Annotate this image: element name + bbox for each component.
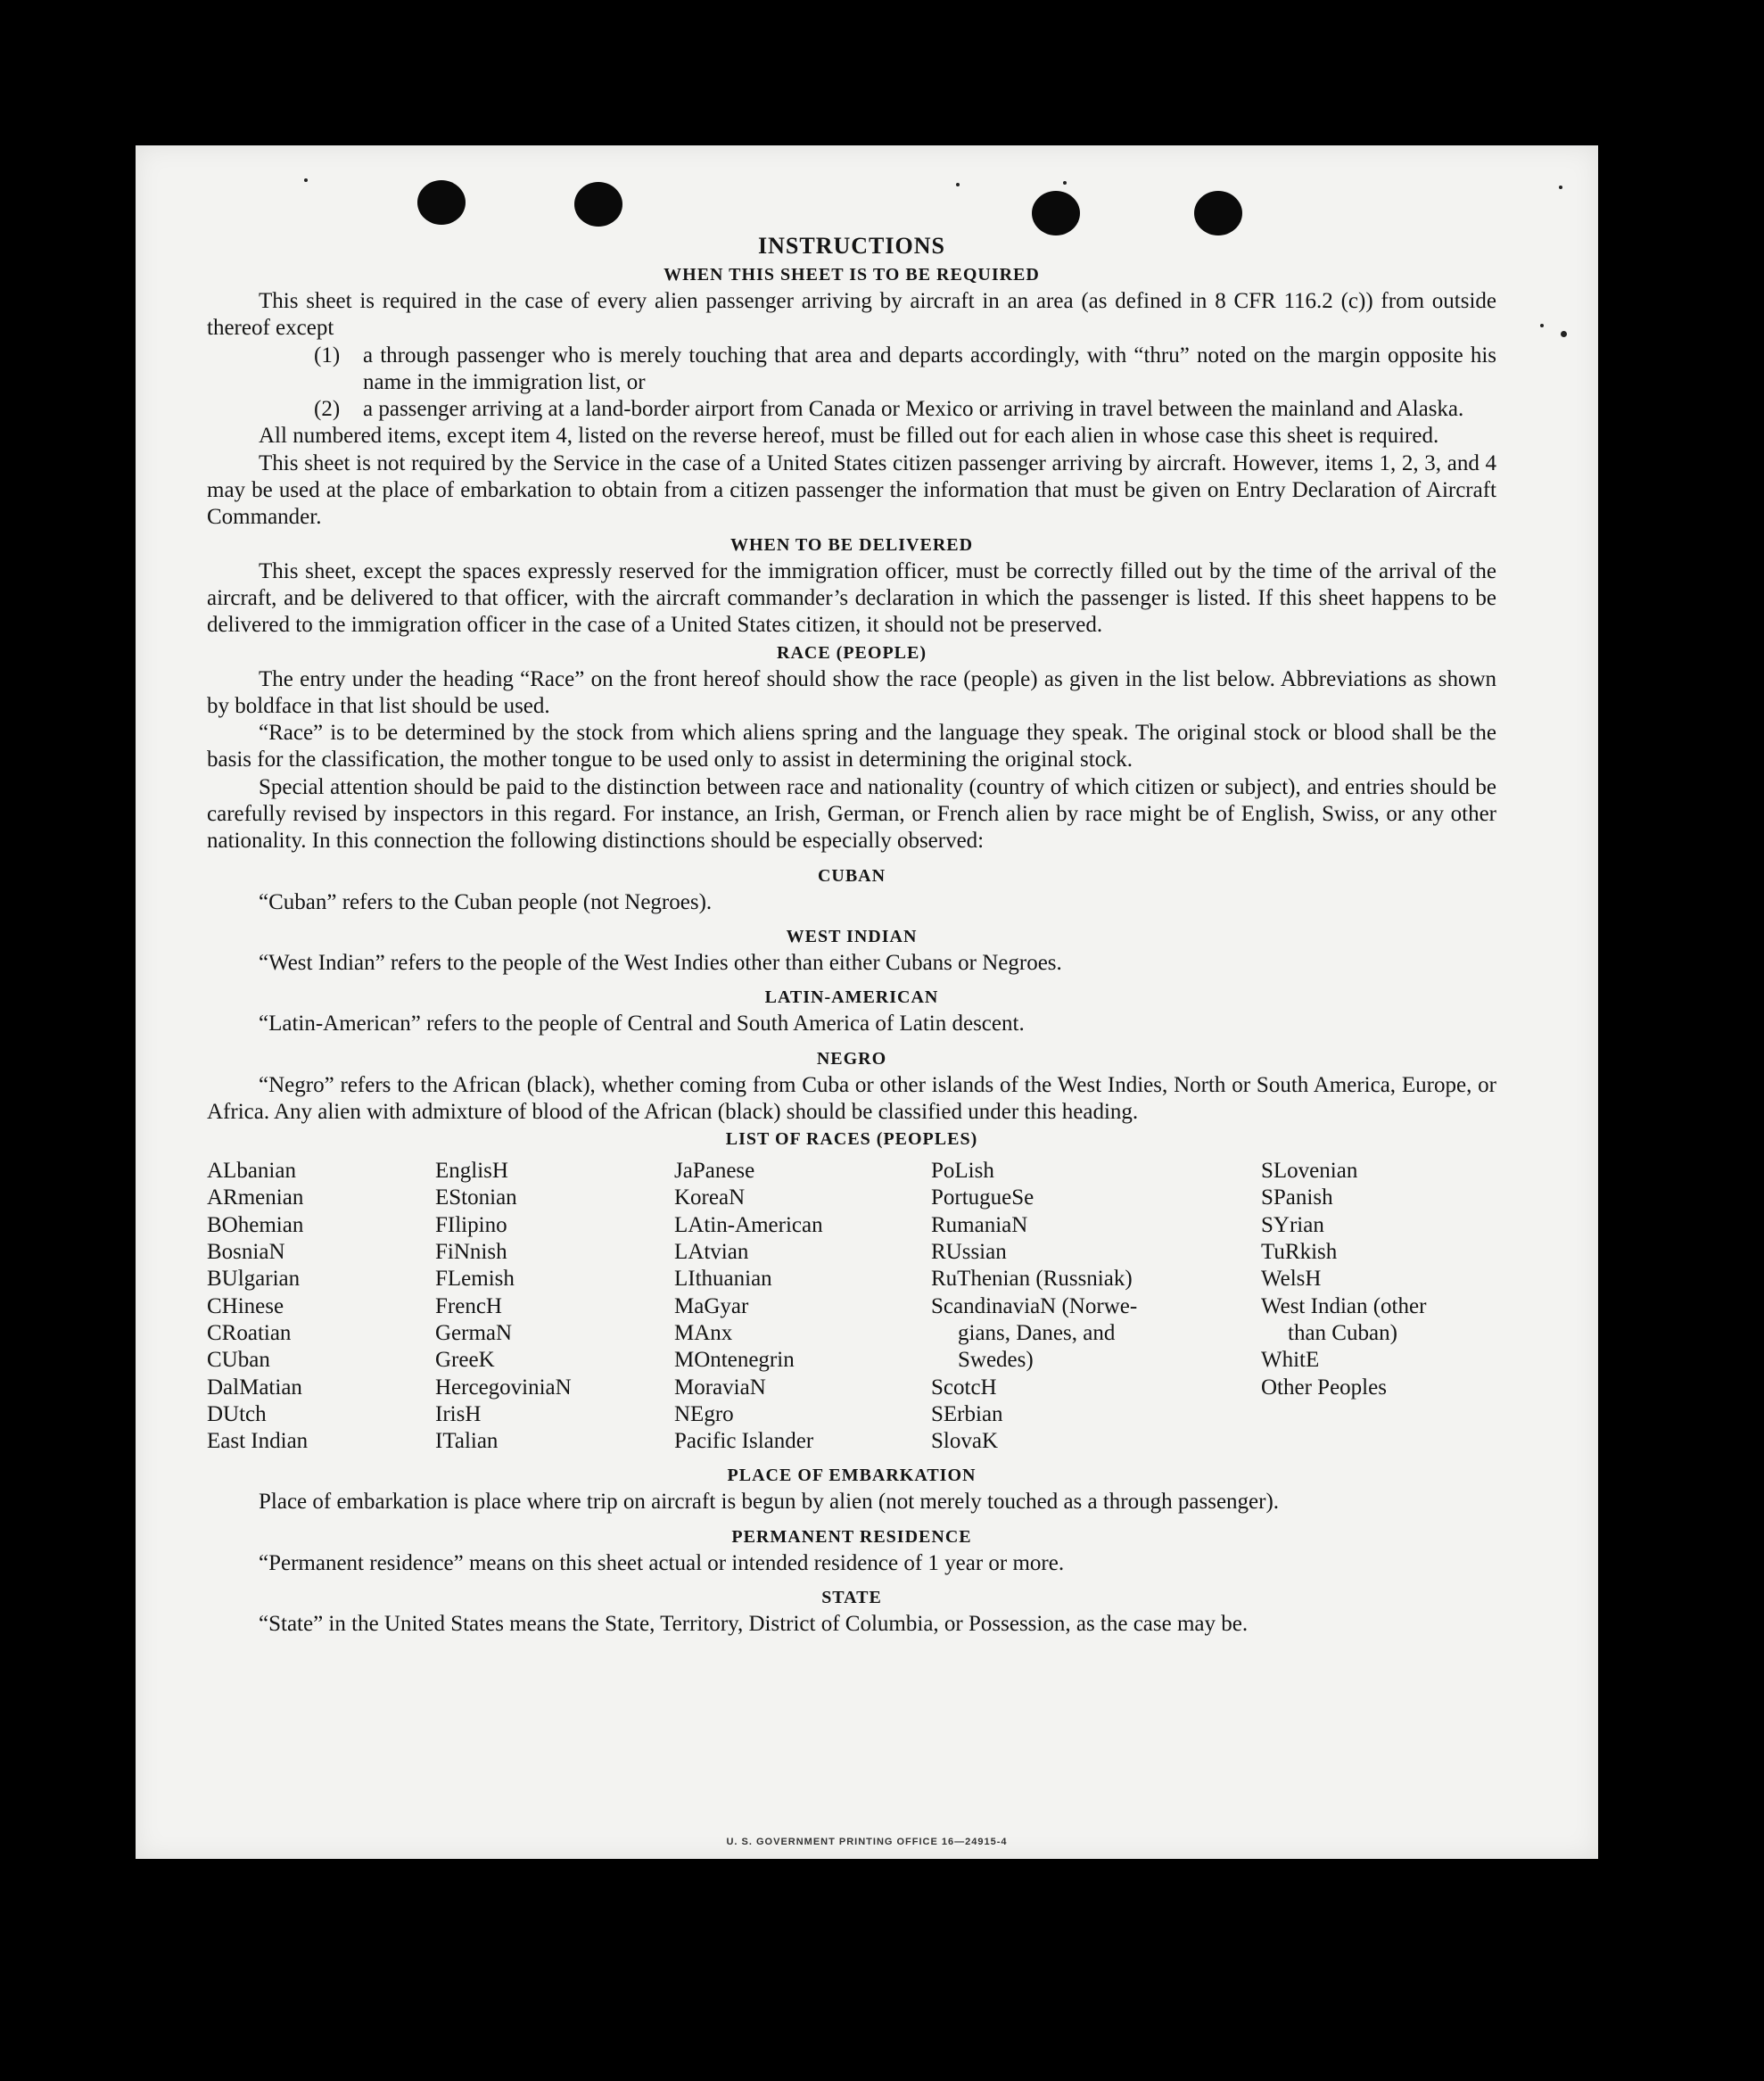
race-item: ITalian xyxy=(435,1429,499,1454)
paragraph: “West Indian” refers to the people of the West Indies other than either Cubans or Negroes. xyxy=(259,950,1062,975)
race-column xyxy=(435,1158,674,1455)
list-item xyxy=(314,396,1496,423)
paragraph: This sheet is required in the case of every alien passenger arriving by aircraft in an area (as defined in 8 CFR 116.2 (c)) from outside thereof except xyxy=(207,289,1496,341)
race-item: SErbian xyxy=(931,1401,1003,1426)
paragraph: All numbered items, except item 4, listed on the reverse hereof, must be filled out for each alien in whose case this sheet is required. xyxy=(259,424,1439,449)
paragraph: “Cuban” refers to the Cuban people (not Negroes). xyxy=(259,889,713,914)
speck xyxy=(1559,186,1562,189)
race-item: IrisH xyxy=(435,1401,482,1426)
speck xyxy=(304,178,308,182)
paragraph: The entry under the heading “Race” on the front hereof should show the race (people) as given in the list below. Abbreviations as shown by boldface in that list should be used. xyxy=(207,666,1496,718)
race-item: JaPanese xyxy=(674,1159,755,1184)
race-item: ALbanian xyxy=(207,1159,296,1184)
speck xyxy=(1561,331,1567,337)
section-heading: STATE xyxy=(821,1587,882,1607)
paragraph: This sheet, except the spaces expressly reserved for the immigration officer, must be correctly filled out by the time of the arrival of the aircraft, and be delivered to that officer, with the aircraft commander’s declaration in which the passenger is listed. If this sheet happens to be delivered to the immigration officer in the case of a United States citizen, it should not be preserved. xyxy=(207,558,1496,638)
race-item: WelsH xyxy=(1261,1267,1322,1292)
page-title: INSTRUCTIONS xyxy=(758,233,945,259)
paragraph: Special attention should be paid to the distinction between race and nationality (country of which citizen or subject), and entries should be carefully revised by inspectors in this regard. For instance, an Irish, German, or French alien by race might be of English, Swiss, or any other nationality. In this connection the following distinctions should be especially observed: xyxy=(207,774,1496,854)
race-item: PoLish xyxy=(931,1159,994,1184)
race-item: Pacific Islander xyxy=(674,1429,814,1454)
race-item: FiNnish xyxy=(435,1240,507,1265)
race-item: East Indian xyxy=(207,1429,309,1454)
race-item: Other Peoples xyxy=(1261,1375,1387,1400)
section-heading: LIST OF RACES (PEOPLES) xyxy=(725,1129,978,1150)
paragraph: “Latin-American” refers to the people of Central and South America of Latin descent. xyxy=(259,1012,1025,1036)
race-item: LAtin-American xyxy=(674,1212,823,1237)
instructions-body xyxy=(207,231,1496,1638)
race-item: FrencH xyxy=(435,1293,502,1318)
race-item: FLemish xyxy=(435,1267,515,1292)
race-item: EStonian xyxy=(435,1185,517,1210)
speck xyxy=(956,183,960,186)
race-item: KoreaN xyxy=(674,1185,746,1210)
paragraph: This sheet is not required by the Service in the case of a United States citizen passenger arriving by aircraft. However, items 1, 2, 3, and 4 may be used at the place of embarkation to obtain from a citizen passenger the information that must be given on Entry Declaration of Aircraft Commander. xyxy=(207,450,1496,530)
race-item: NEgro xyxy=(674,1401,734,1426)
section-heading: LATIN-AMERICAN xyxy=(764,987,939,1008)
race-item: RumaniaN xyxy=(931,1212,1028,1237)
item-text: a passenger arriving at a land-border airport from Canada or Mexico or arriving in travel between the mainland and Alaska. xyxy=(363,397,1464,422)
race-item: SLovenian xyxy=(1261,1159,1358,1184)
race-item: CRoatian xyxy=(207,1320,292,1345)
race-item: SlovaK xyxy=(931,1429,998,1454)
race-item: RUssian xyxy=(931,1240,1007,1265)
race-item: SYrian xyxy=(1261,1212,1324,1237)
race-column xyxy=(207,1158,435,1455)
race-item: West Indian (other xyxy=(1261,1293,1427,1318)
race-item: BUlgarian xyxy=(207,1267,301,1292)
section-heading: WHEN THIS SHEET IS TO BE REQUIRED xyxy=(664,265,1040,285)
race-item: PortugueSe xyxy=(931,1185,1034,1210)
race-item: FIlipino xyxy=(435,1212,507,1237)
race-item: CHinese xyxy=(207,1293,284,1318)
section-heading: CUBAN xyxy=(817,865,886,886)
paragraph: “Negro” refers to the African (black), whether coming from Cuba or other islands of the West Indies, North or South America, Europe, or Africa. Any alien with admixture of blood of the African (black) should be classified under this heading. xyxy=(207,1072,1496,1124)
race-item: MaGyar xyxy=(674,1293,749,1318)
race-item: GermaN xyxy=(435,1320,513,1345)
paragraph: Place of embarkation is place where trip on aircraft is begun by alien (not merely touched as a through passenger). xyxy=(259,1490,1280,1515)
punch-hole xyxy=(1194,191,1242,235)
race-item: EnglisH xyxy=(435,1159,508,1184)
race-item: ScandinaviaN (Norwe- xyxy=(931,1293,1138,1318)
speck xyxy=(1540,324,1544,327)
race-item: ARmenian xyxy=(207,1185,304,1210)
list-item xyxy=(314,343,1496,397)
race-item: RuThenian (Russniak) xyxy=(931,1267,1133,1292)
race-item: ScotcH xyxy=(931,1375,997,1400)
race-item: BOhemian xyxy=(207,1212,304,1237)
paragraph: “Permanent residence” means on this sheet actual or intended residence of 1 year or more. xyxy=(259,1550,1065,1575)
speck xyxy=(1063,181,1067,185)
section-heading: NEGRO xyxy=(816,1048,887,1069)
race-list xyxy=(207,1158,1496,1455)
race-item: CUban xyxy=(207,1348,270,1373)
race-item: MOntenegrin xyxy=(674,1348,795,1373)
item-text: a through passenger who is merely touching that area and departs accordingly, with “thru” noted on the margin opposite his name in the immigration list, or xyxy=(363,343,1496,394)
race-item: MAnx xyxy=(674,1320,733,1345)
race-item: DUtch xyxy=(207,1401,267,1426)
race-column xyxy=(674,1158,931,1455)
race-item: TuRkish xyxy=(1261,1240,1338,1265)
section-heading: WHEN TO BE DELIVERED xyxy=(730,534,974,555)
document-sheet xyxy=(136,145,1598,1859)
item-number: (1) xyxy=(314,343,341,367)
race-item: HercegoviniaN xyxy=(435,1375,572,1400)
printer-imprint: U. S. GOVERNMENT PRINTING OFFICE 16—24915-4 xyxy=(726,1837,1008,1847)
race-item: SPanish xyxy=(1261,1185,1333,1210)
race-item: DalMatian xyxy=(207,1375,302,1400)
race-item: WhitE xyxy=(1261,1348,1320,1373)
section-heading: PLACE OF EMBARKATION xyxy=(727,1466,977,1486)
race-item: Swedes) xyxy=(958,1348,1034,1373)
race-item: LAtvian xyxy=(674,1240,749,1265)
race-item: BosniaN xyxy=(207,1240,285,1265)
section-heading: WEST INDIAN xyxy=(786,926,918,946)
punch-hole xyxy=(574,182,622,227)
race-column xyxy=(1261,1158,1493,1455)
paragraph: “State” in the United States means the State, Territory, District of Columbia, or Possession, as the case may be. xyxy=(259,1611,1249,1636)
section-heading: PERMANENT RESIDENCE xyxy=(731,1526,972,1547)
punch-hole xyxy=(417,180,466,225)
race-item: MoraviaN xyxy=(674,1375,766,1400)
race-item: than Cuban) xyxy=(1288,1320,1397,1345)
race-item: LIthuanian xyxy=(674,1267,772,1292)
race-item: gians, Danes, and xyxy=(958,1320,1116,1345)
section-heading: RACE (PEOPLE) xyxy=(777,642,927,663)
race-item: GreeK xyxy=(435,1348,495,1373)
item-number: (2) xyxy=(314,397,341,422)
punch-hole xyxy=(1032,191,1080,235)
race-column xyxy=(931,1158,1261,1455)
paragraph: “Race” is to be determined by the stock from which aliens spring and the language they speak. The original stock or blood shall be the basis for the classification, the mother tongue to be used only to assist in determining the original stock. xyxy=(207,721,1496,772)
